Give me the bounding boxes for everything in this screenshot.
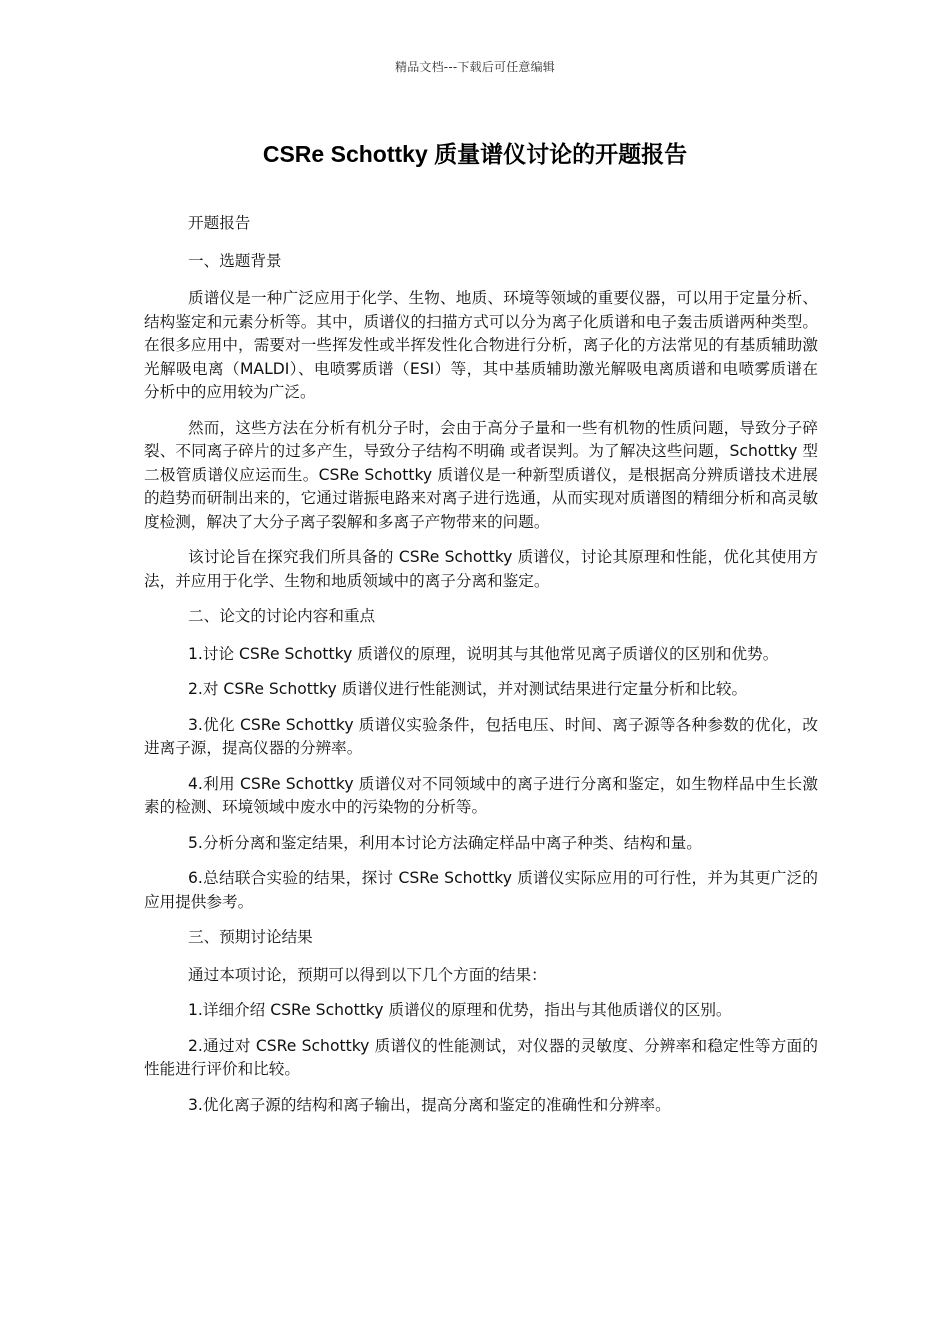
paragraph: 通过本项讨论，预期可以得到以下几个方面的结果： xyxy=(188,965,547,984)
list-item: 6.总结联合实验的结果，探讨 CSRe Schottky 质谱仪实际应用的可行性，并为其更广泛的应用提供参考。 xyxy=(144,869,818,911)
document-body xyxy=(144,212,818,1129)
section-heading-content: 二、论文的讨论内容和重点 xyxy=(188,607,376,625)
list-item: 3.优化离子源的结构和离子输出，提高分离和鉴定的准确性和分辨率。 xyxy=(188,1095,671,1114)
paragraph: 然而，这些方法在分析有机分子时，会由于高分子量和一些有机物的性质问题，导致分子碎裂、不同离子碎片的过多产生，导致分子结构不明确 或者误判。为了解决这些问题，Schottky 型二极管质谱仪应运而生。CSRe Schottky 质谱仪是一种新型质谱仪，是根据高分辨质谱技术进展的趋势而研制出来的，它通过谐振电路来对离子进行选通，从而实现对质谱图的精细分析和高灵敏度检测，解决了大分子离子裂解和多离子产物带来的问题。 xyxy=(144,418,818,531)
section-heading-results: 三、预期讨论结果 xyxy=(188,928,313,946)
paragraph: 该讨论旨在探究我们所具备的 CSRe Schottky 质谱仪，讨论其原理和性能，优化其使用方法，并应用于化学、生物和地质领域中的离子分离和鉴定。 xyxy=(144,548,818,590)
section-heading-background: 一、选题背景 xyxy=(188,251,282,270)
list-item: 2.通过对 CSRe Schottky 质谱仪的性能测试，对仪器的灵敏度、分辨率和稳定性等方面的性能进行评价和比较。 xyxy=(144,1036,818,1078)
list-item: 1.详细介绍 CSRe Schottky 质谱仪的原理和优势，指出与其他质谱仪的区别。 xyxy=(188,1001,732,1019)
section-label: 开题报告 xyxy=(188,214,251,232)
list-item: 3.优化 CSRe Schottky 质谱仪实验条件，包括电压、时间、离子源等各种参数的优化，改进离子源，提高仪器的分辨率。 xyxy=(144,715,818,757)
header-note: 精品文档---下载后可任意编辑 xyxy=(395,60,555,74)
list-item: 2.对 CSRe Schottky 质谱仪进行性能测试，并对测试结果进行定量分析和比较。 xyxy=(188,680,748,698)
list-item: 1.讨论 CSRe Schottky 质谱仪的原理，说明其与其他常见离子质谱仪的区别和优势。 xyxy=(188,644,779,663)
list-item: 5.分析分离和鉴定结果，利用本讨论方法确定样品中离子种类、结构和量。 xyxy=(188,833,702,852)
document-title: CSRe Schottky 质量谱仪讨论的开题报告 xyxy=(262,141,688,167)
paragraph: 质谱仪是一种广泛应用于化学、生物、地质、环境等领域的重要仪器，可以用于定量分析、结构鉴定和元素分析等。其中，质谱仪的扫描方式可以分为离子化质谱和电子轰击质谱两种类型。在很多应用中，需要对一些挥发性或半挥发性化合物进行分析，离子化的方法常见的有基质辅助激光解吸电离（MALDI）、电喷雾质谱（ESI）等，其中基质辅助激光解吸电离质谱和电喷雾质谱在分析中的应用较为广泛。 xyxy=(144,289,818,401)
list-item: 4.利用 CSRe Schottky 质谱仪对不同领域中的离子进行分离和鉴定，如生物样品中生长激素的检测、环境领域中废水中的污染物的分析等。 xyxy=(144,774,818,816)
